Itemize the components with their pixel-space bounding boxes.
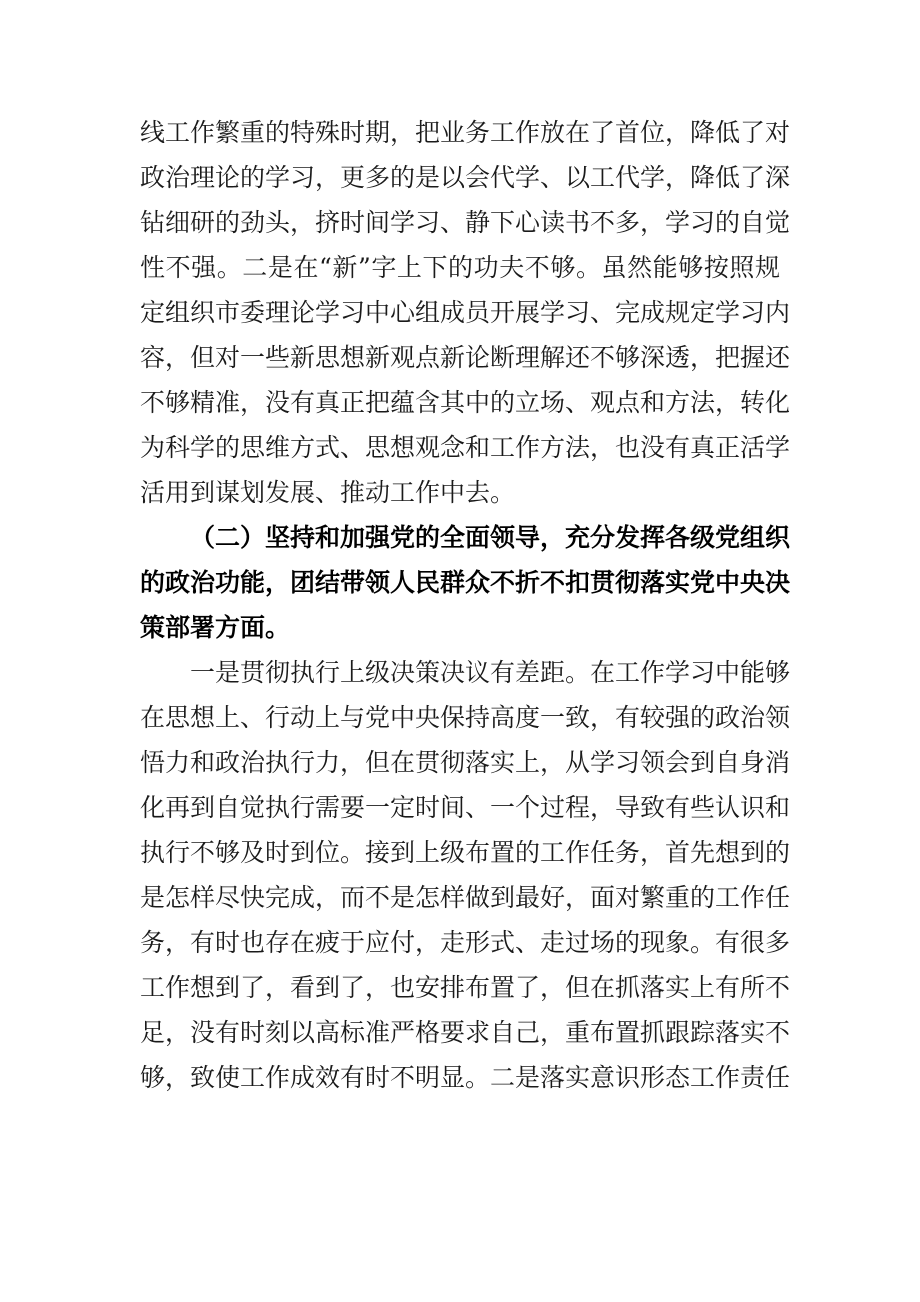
section-heading-line-2: 的政治功能，团结带领人民群众不折不扣贯彻落实党中央决 — [140, 568, 791, 597]
paragraph-1-line-5: 定组织市委理论学习中心组成员开展学习、完成规定学习内 — [140, 298, 791, 327]
paragraph-1-line-3: 钻细研的劲头，挤时间学习、静下心读书不多，学习的自觉 — [140, 208, 791, 237]
paragraph-2-line-10: 够，致使工作成效有时不明显。二是落实意识形态工作责任 — [140, 1063, 791, 1092]
paragraph-2-line-3: 悟力和政治执行力，但在贯彻落实上，从学习领会到自身消 — [140, 748, 791, 777]
paragraph-1-line-9: 活用到谋划发展、推动工作中去。 — [140, 478, 516, 507]
paragraph-1-line-6: 容，但对一些新思想新观点新论断理解还不够深透，把握还 — [140, 343, 791, 372]
section-heading-line-1: （二）坚持和加强党的全面领导，充分发挥各级党组织 — [190, 523, 791, 552]
paragraph-2-line-1: 一是贯彻执行上级决策决议有差距。在工作学习中能够 — [190, 658, 791, 687]
paragraph-1-line-2: 政治理论的学习，更多的是以会代学、以工代学，降低了深 — [140, 163, 791, 192]
paragraph-1-line-4: 性不强。二是在“新”字上下的功夫不够。虽然能够按照规 — [140, 253, 780, 282]
paragraph-1-line-1: 线工作繁重的特殊时期，把业务工作放在了首位，降低了对 — [140, 118, 791, 147]
paragraph-2-line-5: 执行不够及时到位。接到上级布置的工作任务，首先想到的 — [140, 838, 791, 867]
paragraph-1-line-7: 不够精准，没有真正把蕴含其中的立场、观点和方法，转化 — [140, 388, 791, 417]
section-heading-line-3: 策部署方面。 — [140, 613, 291, 642]
paragraph-2-line-2: 在思想上、行动上与党中央保持高度一致，有较强的政治领 — [140, 703, 791, 732]
paragraph-2-line-9: 足，没有时刻以高标准严格要求自己，重布置抓跟踪落实不 — [140, 1018, 791, 1047]
paragraph-2-line-7: 务，有时也存在疲于应付，走形式、走过场的现象。有很多 — [140, 928, 791, 957]
paragraph-2-line-4: 化再到自觉执行需要一定时间、一个过程，导致有些认识和 — [140, 793, 791, 822]
paragraph-2-line-6: 是怎样尽快完成，而不是怎样做到最好，面对繁重的工作任 — [140, 883, 791, 912]
paragraph-2-line-8: 工作想到了，看到了，也安排布置了，但在抓落实上有所不 — [140, 973, 791, 1002]
paragraph-1-line-8: 为科学的思维方式、思想观念和工作方法，也没有真正活学 — [140, 433, 791, 462]
